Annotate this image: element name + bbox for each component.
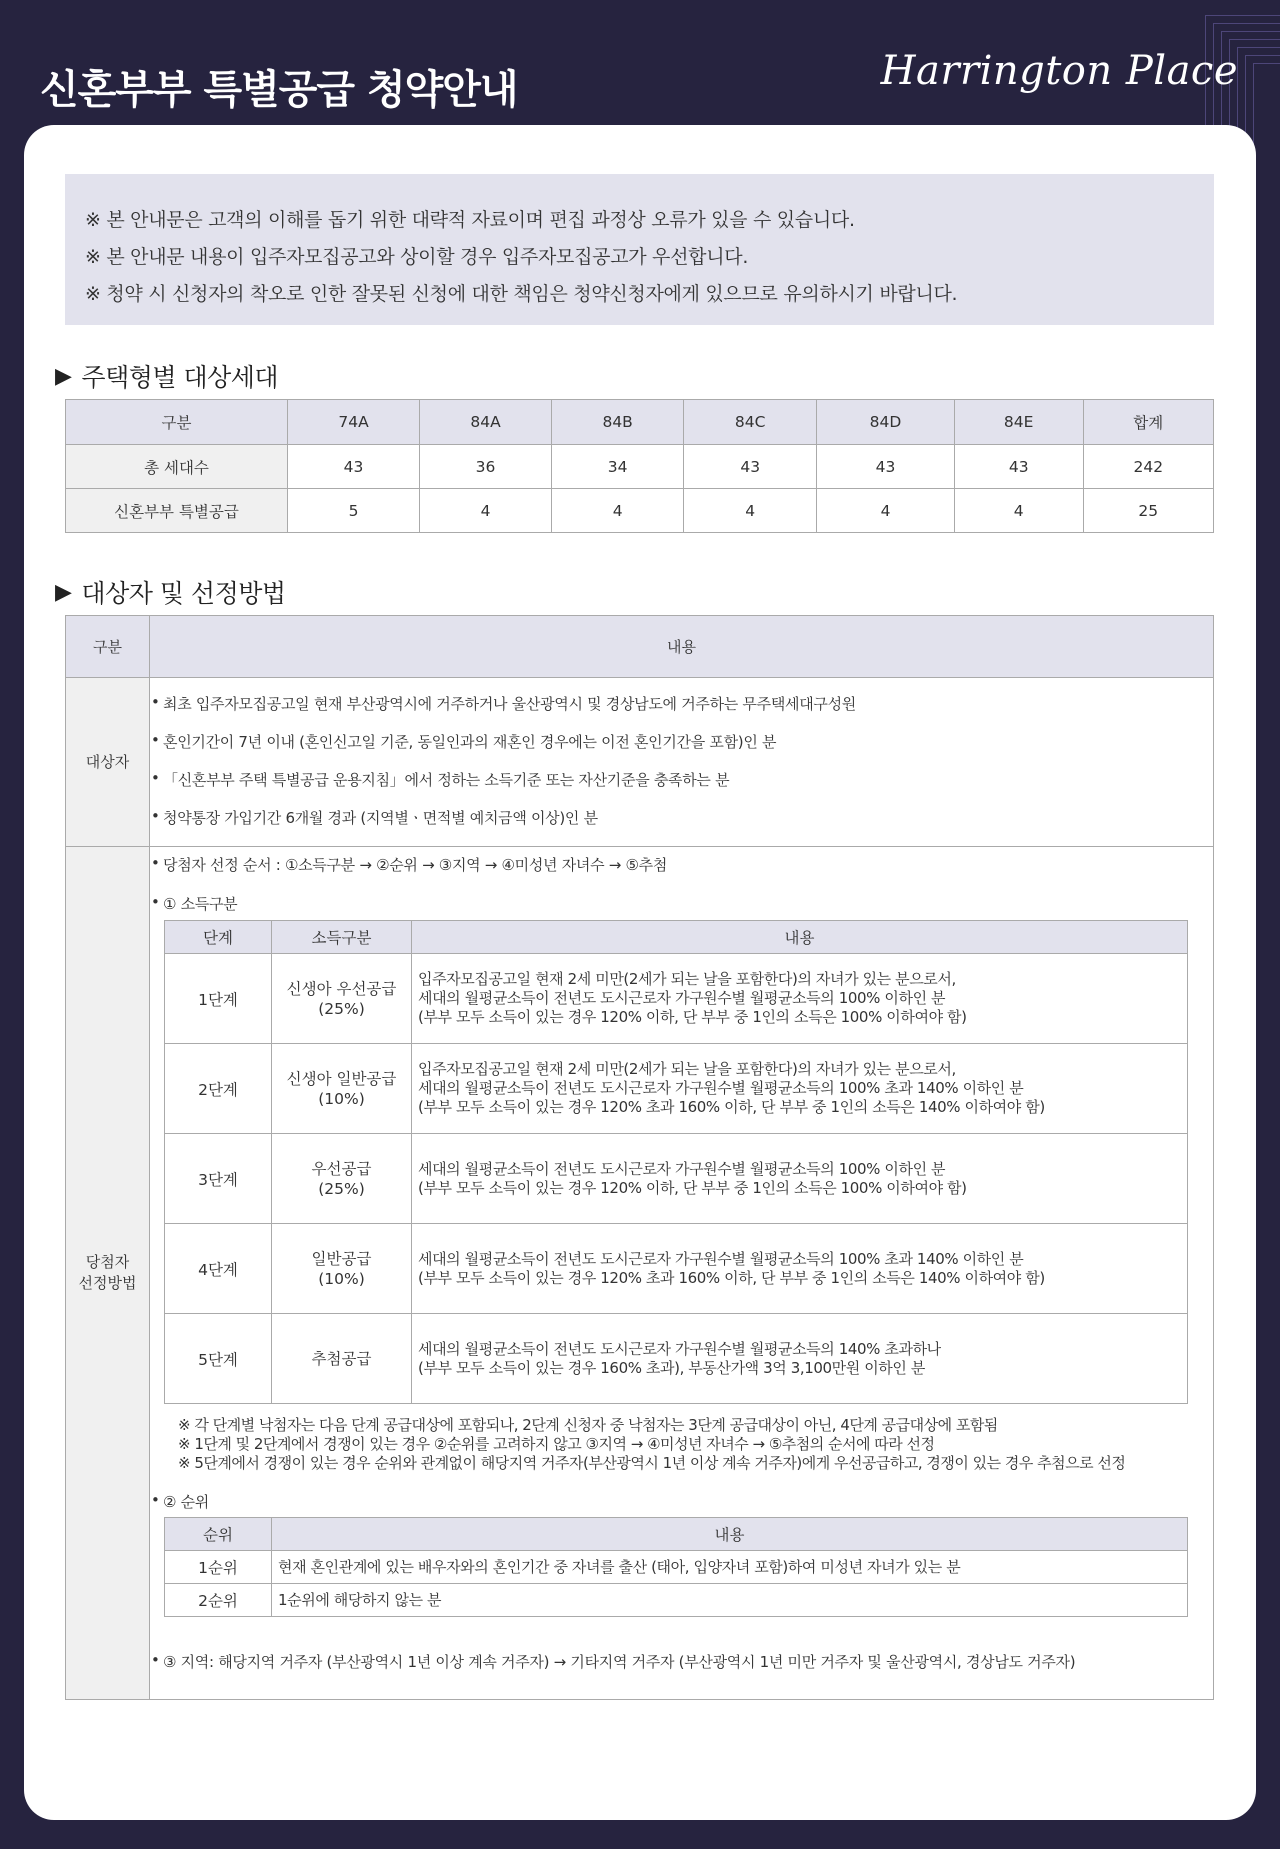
triangle-icon: ▶ <box>55 363 72 389</box>
table-header-cell: 84B <box>552 400 684 445</box>
table-cell: 4 <box>817 489 955 533</box>
table-header-cell: 구분 <box>66 400 288 445</box>
selection-table <box>65 615 1214 1700</box>
description-line: (부부 모두 소득이 있는 경우 120% 이하, 단 부부 중 1인의 소득은 100% 이하여야 함) <box>418 1178 967 1197</box>
rank-description: 1순위에 해당하지 않는 분 <box>272 1584 1188 1617</box>
rank-cell: 2순위 <box>165 1584 272 1617</box>
table-row-target <box>66 678 1214 847</box>
table-header-row <box>165 921 1188 954</box>
notice-line: ※ 청약 시 신청자의 착오로 인한 잘못된 신청에 대한 책임은 청약신청자에게 있으므로 유의하시기 바랍니다. <box>85 283 958 305</box>
section-title-text: 주택형별 대상세대 <box>81 363 279 392</box>
selection-order: • 당첨자 선정 순서 : ①소득구분 → ②순위 → ③지역 → ④미성년 자녀수 → ⑤추첨 <box>150 854 1213 893</box>
table-header-cell: 74A <box>288 400 420 445</box>
list-item: • 혼인기간이 7년 이내 (혼인신고일 기준, 동일인과의 재혼인 경우에는 이전 혼인기간을 포함)인 분 <box>150 731 1213 769</box>
table-cell: 242 <box>1083 445 1213 489</box>
target-content <box>150 678 1214 847</box>
list-item: • 청약통장 가입기간 6개월 경과 (지역별ㆍ면적별 예치금액 이상)인 분 <box>150 807 1213 828</box>
brand-logo: Harrington Place <box>880 48 1238 94</box>
list-item: • 「신혼부부 주택 특별공급 운용지침」에서 정하는 소득기준 또는 자산기준을 충족하는 분 <box>150 769 1213 807</box>
table-row <box>165 954 1188 1044</box>
rank-cell: 1순위 <box>165 1551 272 1584</box>
type-cell <box>272 1224 412 1314</box>
row-label-line: 선정방법 <box>78 1274 137 1292</box>
section-title-text: 대상자 및 선정방법 <box>81 579 286 608</box>
description-cell <box>412 954 1188 1044</box>
table-cell: 43 <box>684 445 817 489</box>
content-card <box>24 125 1256 1820</box>
list-item: • 최초 입주자모집공고일 현재 부산광역시에 거주하거나 울산광역시 및 경상남도에 거주하는 무주택세대구성원 <box>150 693 1213 731</box>
table-cell: 총 세대수 <box>66 445 288 489</box>
description-line: 세대의 월평균소득이 전년도 도시근로자 가구원수별 월평균소득의 100% 초과 140% 이하인 분 <box>418 1249 1024 1268</box>
table-cell: 4 <box>420 489 552 533</box>
table-header-cell: 내용 <box>272 1518 1188 1551</box>
table-cell: 43 <box>954 445 1083 489</box>
rank-description: 현재 혼인관계에 있는 배우자와의 혼인기간 중 자녀를 출산 (태아, 입양자녀 포함)하여 미성년 자녀가 있는 분 <box>272 1551 1188 1584</box>
description-line: 세대의 월평균소득이 전년도 도시근로자 가구원수별 월평균소득의 100% 이하인 분 <box>418 1159 946 1178</box>
rank-title: • ② 순위 <box>150 1491 1213 1517</box>
table-header-cell: 84E <box>954 400 1083 445</box>
table-header-row <box>165 1518 1188 1551</box>
description-line: 입주자모집공고일 현재 2세 미만(2세가 되는 날을 포함한다)의 자녀가 있는 분으로서, <box>418 1060 956 1078</box>
notice-box <box>65 174 1214 325</box>
table-cell: 43 <box>817 445 955 489</box>
type-cell <box>272 954 412 1044</box>
type-label: 우선공급 <box>311 1159 372 1178</box>
table-header-cell: 순위 <box>165 1518 272 1551</box>
type-label: 추첨공급 <box>311 1349 372 1368</box>
table-row <box>165 1044 1188 1134</box>
table-header-cell: 내용 <box>150 616 1214 678</box>
income-title: • ① 소득구분 <box>150 893 1213 920</box>
description-cell <box>412 1224 1188 1314</box>
type-percent: (25%) <box>318 1179 365 1198</box>
description-line: (부부 모두 소득이 있는 경우 160% 초과), 부동산가액 3억 3,100만원 이하인 분 <box>418 1358 925 1377</box>
type-cell <box>272 1314 412 1404</box>
table-cell: 25 <box>1083 489 1213 533</box>
table-cell: 5 <box>288 489 420 533</box>
selection-content <box>150 847 1214 1700</box>
notice-line: ※ 본 안내문 내용이 입주자모집공고와 상이할 경우 입주자모집공고가 우선합니다. <box>85 246 749 268</box>
table-cell: 43 <box>288 445 420 489</box>
description-cell <box>412 1314 1188 1404</box>
step-cell: 2단계 <box>165 1044 272 1134</box>
table-header-cell: 소득구분 <box>272 921 412 954</box>
type-label: 신생아 우선공급 <box>286 979 397 998</box>
income-table <box>164 920 1188 1404</box>
step-cell: 5단계 <box>165 1314 272 1404</box>
table-cell: 4 <box>684 489 817 533</box>
table-header-cell: 내용 <box>412 921 1188 954</box>
description-line: 세대의 월평균소득이 전년도 도시근로자 가구원수별 월평균소득의 140% 초과하나 <box>418 1339 941 1358</box>
type-label: 일반공급 <box>311 1249 372 1268</box>
type-cell <box>272 1044 412 1134</box>
rank-table <box>164 1517 1188 1617</box>
notice-line: ※ 본 안내문은 고객의 이해를 돕기 위한 대략적 자료이며 편집 과정상 오류가 있을 수 있습니다. <box>85 209 855 231</box>
type-cell <box>272 1134 412 1224</box>
table-row <box>66 489 1214 533</box>
step-cell: 4단계 <box>165 1224 272 1314</box>
step-cell: 1단계 <box>165 954 272 1044</box>
table-cell: 36 <box>420 445 552 489</box>
table-header-row <box>66 400 1214 445</box>
units-table <box>65 399 1214 533</box>
description-line: (부부 모두 소득이 있는 경우 120% 초과 160% 이하, 단 부부 중 1인의 소득은 140% 이하여야 함) <box>418 1098 1045 1116</box>
type-percent: (10%) <box>318 1269 365 1288</box>
table-row <box>165 1314 1188 1404</box>
table-header-cell: 84D <box>817 400 955 445</box>
table-header-cell: 합계 <box>1083 400 1213 445</box>
table-cell: 34 <box>552 445 684 489</box>
table-row <box>165 1134 1188 1224</box>
table-row <box>165 1224 1188 1314</box>
section-title-units <box>55 358 278 394</box>
row-label-target: 대상자 <box>66 678 150 847</box>
section-title-selection <box>55 574 286 610</box>
table-row <box>165 1551 1188 1584</box>
table-header-cell: 84C <box>684 400 817 445</box>
note-line: ※ 1단계 및 2단계에서 경쟁이 있는 경우 ②순위를 고려하지 않고 ③지역 → ④미성년 자녀수 → ⑤추첨의 순서에 따라 선정 <box>178 1435 935 1453</box>
triangle-icon: ▶ <box>55 579 72 605</box>
table-cell: 4 <box>552 489 684 533</box>
type-percent: (10%) <box>318 1089 365 1108</box>
region-text: • ③ 지역: 해당지역 거주자 (부산광역시 1년 이상 계속 거주자) → 기타지역 거주자 (부산광역시 1년 미만 거주자 및 울산광역시, 경상남도 거주자) <box>150 1651 1213 1672</box>
table-cell: 4 <box>954 489 1083 533</box>
type-percent: (25%) <box>318 999 365 1018</box>
table-row <box>165 1584 1188 1617</box>
description-cell <box>412 1134 1188 1224</box>
row-label-line: 당첨자 <box>85 1253 130 1271</box>
description-line: 세대의 월평균소득이 전년도 도시근로자 가구원수별 월평균소득의 100% 이하인 분 <box>418 989 946 1007</box>
table-header-cell: 84A <box>420 400 552 445</box>
description-line: 입주자모집공고일 현재 2세 미만(2세가 되는 날을 포함한다)의 자녀가 있는 분으로서, <box>418 970 956 988</box>
description-line: 세대의 월평균소득이 전년도 도시근로자 가구원수별 월평균소득의 100% 초과 140% 이하인 분 <box>418 1079 1024 1097</box>
note-line: ※ 각 단계별 낙첨자는 다음 단계 공급대상에 포함되나, 2단계 신청자 중 낙첨자는 3단계 공급대상이 아닌, 4단계 공급대상에 포함됨 <box>178 1416 998 1434</box>
description-cell <box>412 1044 1188 1134</box>
note-line: ※ 5단계에서 경쟁이 있는 경우 순위와 관계없이 해당지역 거주자(부산광역시 1년 이상 계속 거주자)에게 우선공급하고, 경쟁이 있는 경우 추첨으로 선정 <box>178 1454 1126 1472</box>
row-label-selection <box>66 847 150 1700</box>
table-row <box>66 445 1214 489</box>
table-header-row <box>66 616 1214 678</box>
type-label: 신생아 일반공급 <box>286 1069 397 1088</box>
table-cell: 신혼부부 특별공급 <box>66 489 288 533</box>
page-title: 신혼부부 특별공급 청약안내 <box>40 67 518 113</box>
table-row-selection <box>66 847 1214 1700</box>
table-header-cell: 구분 <box>66 616 150 678</box>
table-header-cell: 단계 <box>165 921 272 954</box>
step-cell: 3단계 <box>165 1134 272 1224</box>
income-notes <box>178 1416 1213 1473</box>
description-line: (부부 모두 소득이 있는 경우 120% 초과 160% 이하, 단 부부 중 1인의 소득은 140% 이하여야 함) <box>418 1268 1045 1287</box>
description-line: (부부 모두 소득이 있는 경우 120% 이하, 단 부부 중 1인의 소득은 100% 이하여야 함) <box>418 1008 967 1026</box>
